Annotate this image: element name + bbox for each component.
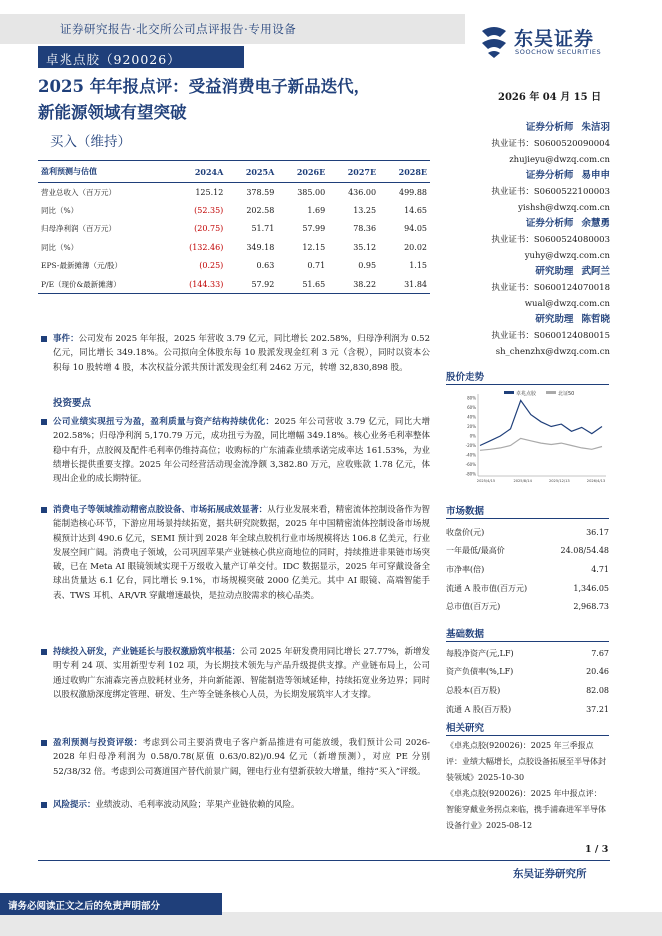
row-label: 营业总收入（百万元） xyxy=(41,187,116,197)
disclaimer-band xyxy=(0,893,222,915)
y-tick-label: 80% xyxy=(467,395,476,401)
analyst-email[interactable]: zhujieyu@dwzq.com.cn xyxy=(509,155,610,165)
analyst-role-row xyxy=(440,312,610,328)
series-line-stock xyxy=(480,400,602,445)
bullet-icon xyxy=(41,649,47,655)
row-value: 20.46 xyxy=(586,667,609,677)
forecast-table xyxy=(38,160,430,294)
y-tick-label: -80% xyxy=(465,471,476,477)
table-cell: 35.12 xyxy=(353,242,377,252)
company-band xyxy=(38,46,244,68)
basic-data-title: 基础数据 xyxy=(446,629,485,640)
point-1 xyxy=(53,415,430,486)
table-cell: (20.75) xyxy=(194,224,224,234)
row-label: 市净率(倍) xyxy=(446,564,485,574)
y-axis-ticks xyxy=(466,396,477,477)
table-cell: 436.00 xyxy=(348,187,377,197)
row-label: 总市值(百万元) xyxy=(446,602,501,612)
row-value: 2,968.73 xyxy=(573,602,609,612)
header-band xyxy=(0,14,465,44)
table-cell: 14.65 xyxy=(404,205,427,215)
analyst-role: 证券分析师 xyxy=(525,218,574,229)
analyst-cert: 执业证书：S0600524080003 xyxy=(491,235,610,245)
table-cell: 12.15 xyxy=(302,242,326,252)
market-data-table xyxy=(446,523,609,616)
analyst-role: 证券分析师 xyxy=(525,170,574,181)
row-label: 总股本(百万股) xyxy=(446,685,501,695)
bullet-icon xyxy=(41,419,47,425)
table-row xyxy=(38,275,430,294)
bullet-icon xyxy=(41,507,47,513)
table-cell: 57.99 xyxy=(302,224,326,234)
table-cell: 125.12 xyxy=(195,187,224,197)
table-row xyxy=(446,644,609,663)
table-cell: 51.71 xyxy=(251,224,275,234)
y-tick-label: 20% xyxy=(467,424,476,429)
analyst-role-row xyxy=(440,120,610,136)
page-number: 1 / 3 xyxy=(585,844,609,855)
bullet-icon xyxy=(41,740,47,746)
x-tick-label: 2025/4/15 xyxy=(476,479,496,483)
row-label: 资产负债率(%,LF) xyxy=(446,667,514,677)
row-value: 37.21 xyxy=(586,704,609,714)
related-title: 相关研究 xyxy=(446,723,485,734)
table-row xyxy=(38,257,430,276)
point-4 xyxy=(53,736,430,779)
y-tick-label: -20% xyxy=(465,443,476,448)
title-line-1: 2025 年年报点评：受益消费电子新品迭代， xyxy=(38,77,371,96)
table-row xyxy=(38,183,430,202)
table-row xyxy=(446,700,609,719)
stock-chart xyxy=(446,388,609,488)
row-value: 24.08/54.48 xyxy=(560,546,609,556)
table-cell: (0.25) xyxy=(199,261,224,271)
table-row xyxy=(38,238,430,257)
para-text: 从行业发展来看，精密流体控制设备作为智能制造核心环节，下游应用场景持续拓宽，据共研究院数据，2025 年中国精密流体控制设备市场规模预计达到 490.6 亿元，SEMI 预计到 2028 年全球点胶机行业市场规模将达 106.8 亿美元，行业发展空间广阔。消费电子领域，公司巩固苹果产业链核心供应商地位的同时，持续推进非果链市场突破，已在 Meta AI 眼镜领域实现千万级收入量产订单交付。IDC 数据显示，2025 年可穿戴设备全球出货量达 6.1 亿台，同比增长 9.1%，市场规模突破 2000 亿美元。其中 AI 眼镜、高端智能手表、TWS 耳机、AR/VR 穿戴增速最快，是拉动点胶需求的核心品类。 xyxy=(53,505,430,601)
table-cell: (52.35) xyxy=(194,205,224,215)
table-row xyxy=(446,542,609,561)
legend-index: 北证50 xyxy=(558,391,575,397)
analyst-email[interactable]: yuhy@dwzq.com.cn xyxy=(524,251,610,261)
table-row xyxy=(446,523,609,542)
row-label: EPS-最新摊薄（元/股） xyxy=(41,261,122,271)
table-cell: 385.00 xyxy=(297,187,326,197)
para-head: 风险提示： xyxy=(53,800,96,810)
table-row xyxy=(38,220,430,239)
table-header-cell: 2024A xyxy=(167,161,227,183)
analyst-cert: 执业证书：S0600124070018 xyxy=(491,283,610,293)
y-tick-label: -60% xyxy=(465,462,476,467)
rating: 买入（维持） xyxy=(50,134,131,150)
report-tags: 证券研究报告·北交所公司点评报告·专用设备 xyxy=(60,22,297,36)
footer-divider xyxy=(38,860,610,861)
y-tick-label: 60% xyxy=(467,405,476,410)
para-text: 业绩波动、毛利率波动风险；苹果产业链依赖的风险。 xyxy=(95,800,300,810)
table-header-row xyxy=(38,161,430,183)
x-tick-label: 2026/4/13 xyxy=(586,479,606,483)
row-label: 一年最低/最高价 xyxy=(446,546,505,556)
point-5 xyxy=(53,798,430,812)
brand-logo xyxy=(478,22,628,62)
logo-en-text: SOOCHOW SECURITIES xyxy=(515,48,602,56)
disclaimer-text[interactable]: 请务必阅读正文之后的免责声明部分 xyxy=(8,901,161,912)
related-list xyxy=(446,738,609,834)
row-value: 36.17 xyxy=(586,527,609,537)
row-label: 同比（%） xyxy=(41,205,79,215)
row-value: 7.67 xyxy=(591,648,609,658)
report-title xyxy=(38,74,370,126)
table-cell: 499.88 xyxy=(399,187,427,197)
analyst-cert: 执业证书：S0600520090004 xyxy=(491,139,610,149)
para-head: 持续投入研发，产业链延长与股权激励筑牢根基： xyxy=(53,647,241,657)
row-value: 1,346.05 xyxy=(573,583,609,593)
analyst-email[interactable]: yishsh@dwzq.com.cn xyxy=(518,203,610,213)
table-row xyxy=(446,579,609,598)
para-head: 公司业绩实现扭亏为盈，盈利质量与资产结构持续优化： xyxy=(53,417,275,427)
table-cell: 202.58 xyxy=(246,205,275,215)
stock-chart-title: 股价走势 xyxy=(446,372,485,383)
row-label: 每股净资产(元,LF) xyxy=(446,648,514,658)
table-header-cell: 2026E xyxy=(277,161,328,183)
title-line-2: 新能源领域有望突破 xyxy=(38,103,187,122)
logo-cn-text: 东吴证券 xyxy=(514,28,595,50)
table-cell: 38.22 xyxy=(328,275,379,294)
analyst-role-row xyxy=(440,264,610,280)
table-cell: 78.36 xyxy=(353,224,377,234)
point-3 xyxy=(53,645,430,702)
analyst-name: 易申申 xyxy=(581,170,610,181)
para-text: 公司 2025 年研发费用同比增长 27.77%，新增发明专利 24 项、实用新型专利 102 项，为长期技术领先与产品升级提供支撑。产业链布局上，公司通过收购广东浦森完善点胶耗材业务，并向新能源、智能制造等领域延伸，持续拓宽业务边界；同时以股权激励深度绑定管理、研发、生产等全链条核心人员，为长期发展筑牢人才支撑。 xyxy=(53,647,430,700)
analyst-cert: 执业证书：S0600124080015 xyxy=(491,331,610,341)
related-item[interactable]: 《卓兆点胶(920026)：2025 年中报点评：智能穿戴业务拐点来临，携手浦森进军半导体设备行业》2025-08-12 xyxy=(446,789,606,830)
table-header-cell: 2025A xyxy=(226,161,277,183)
bullet-icon xyxy=(41,336,47,342)
y-tick-label: 40% xyxy=(467,414,476,420)
bullet-icon xyxy=(41,802,47,808)
analyst-list xyxy=(440,120,610,360)
table-cell: 1.15 xyxy=(409,261,427,271)
analyst-name: 陈哲晓 xyxy=(581,314,610,325)
event-paragraph xyxy=(53,332,430,375)
report-date: 2026 年 04 月 15 日 xyxy=(498,92,602,103)
analyst-name: 余慧勇 xyxy=(581,218,610,229)
row-label: 流通 A 股市值(百万元) xyxy=(446,583,528,593)
related-item[interactable]: 《卓兆点胶(920026)：2025 年三季报点评：业绩大幅增长，点胶设备拓展至半导体封装领域》2025-10-30 xyxy=(446,741,606,782)
divider xyxy=(446,735,609,736)
table-cell: (132.46) xyxy=(189,242,224,252)
company-name: 卓兆点胶（920026） xyxy=(46,52,181,67)
series-line-index xyxy=(480,438,602,450)
analyst-role-row xyxy=(440,216,610,232)
table-cell: 13.25 xyxy=(353,205,377,215)
analyst-role: 研究助理 xyxy=(535,314,574,325)
row-value: 82.08 xyxy=(586,685,609,695)
legend-stock: 卓兆点胶 xyxy=(516,391,537,397)
table-cell: (144.33) xyxy=(167,275,227,294)
table-row xyxy=(38,201,430,220)
para-text: 2025 年公司营收 3.79 亿元，同比大增 202.58%；归母净利润 5,170.79 万元，成功扭亏为盈，同比增幅 349.18%。核心业务毛利率整体稳中有升，点胶阀及配件毛利率仍维持高位；收购标的广东浦森业绩承诺完成率达 161.53%，为业绩增长提供重要支撑。2025 年公司经营活动现金流净额 3,382.80 万元，应收账款 1.78 亿元，体现出企业的成长期特征。 xyxy=(53,417,430,485)
row-label: 归母净利润（百万元） xyxy=(41,224,116,234)
y-tick-label: -40% xyxy=(465,452,476,458)
analyst-role: 证券分析师 xyxy=(525,122,574,133)
legend-swatch-index xyxy=(546,391,556,394)
legend-swatch-stock xyxy=(504,391,514,394)
x-axis-ticks xyxy=(477,479,605,483)
table-cell: 0.71 xyxy=(307,261,326,271)
table-header-cell: 盈利预测与估值 xyxy=(38,161,167,183)
table-cell: 378.59 xyxy=(246,187,275,197)
analyst-cert: 执业证书：S0600522100003 xyxy=(491,187,610,197)
analyst-role-row xyxy=(440,168,610,184)
table-row xyxy=(446,560,609,579)
table-header-cell: 2028E xyxy=(379,161,430,183)
table-cell: 0.63 xyxy=(256,261,275,271)
table-cell: 349.18 xyxy=(246,242,275,252)
section-title: 投资要点 xyxy=(53,398,92,409)
row-value: 4.71 xyxy=(591,564,609,574)
footer-band xyxy=(0,912,662,936)
para-head: 盈利预测与投资评级： xyxy=(53,738,143,748)
table-cell: 51.65 xyxy=(277,275,328,294)
para-head: 事件： xyxy=(53,334,79,344)
divider xyxy=(446,384,609,385)
x-tick-label: 2025/12/13 xyxy=(548,479,570,483)
para-head: 消费电子等领域推动精密点胶设备、市场拓展成效显著： xyxy=(53,505,268,515)
para-text: 公司发布 2025 年年报，2025 年营收 3.79 亿元，同比增长 202.58%，归母净利润为 0.52 亿元，同比增长 349.18%。公司拟向全体股东每 10 股派发现金红利 3 元（含税），同时以资本公积每 10 股转增 4 股，本次权益分派共预计派发现金红利 2462 万元，转增 32,830,898 股。 xyxy=(53,334,430,373)
table-cell: 20.02 xyxy=(404,242,427,252)
row-label: 收盘价(元) xyxy=(446,527,485,537)
analyst-name: 武阿兰 xyxy=(581,266,610,277)
row-label: 同比（%） xyxy=(41,242,79,252)
para-text: 考虑到公司主要消费电子客户新品推进有可能放缓，我们预计公司 2026-2028 年归母净利润为 0.58/0.78(原值 0.63/0.82)/0.94 亿元（新增预测），对应 PE 分别 52/38/32 倍。考虑到公司赛道国产替代前景广阔，锂电行业有望新获较大增量，维持“买入”评级。 xyxy=(53,738,430,777)
table-cell: 31.84 xyxy=(379,275,430,294)
point-2 xyxy=(53,503,430,603)
market-data-title: 市场数据 xyxy=(446,506,485,517)
table-row xyxy=(446,681,609,700)
table-cell: 94.05 xyxy=(404,224,427,234)
logo-mark-icon xyxy=(478,23,512,59)
analyst-email[interactable]: wual@dwzq.com.cn xyxy=(524,299,610,309)
table-row xyxy=(446,663,609,682)
table-cell: 0.95 xyxy=(358,261,377,271)
divider xyxy=(446,518,609,519)
y-tick-label: 0% xyxy=(469,433,476,439)
row-label: 流通 A 股(百万股) xyxy=(446,704,512,714)
table-cell: 57.92 xyxy=(226,275,277,294)
analyst-email[interactable]: sh_chenzhx@dwzq.com.cn xyxy=(495,347,610,357)
footer-org: 东吴证券研究所 xyxy=(513,868,587,880)
basic-data-table xyxy=(446,644,609,718)
x-tick-label: 2025/8/14 xyxy=(513,479,532,483)
analyst-name: 朱洁羽 xyxy=(581,122,610,133)
divider xyxy=(446,641,609,642)
table-header-cell: 2027E xyxy=(328,161,379,183)
analyst-role: 研究助理 xyxy=(535,266,574,277)
table-cell: 1.69 xyxy=(307,205,326,215)
row-label: P/E（现价&最新摊薄） xyxy=(38,275,167,294)
table-row xyxy=(446,597,609,616)
